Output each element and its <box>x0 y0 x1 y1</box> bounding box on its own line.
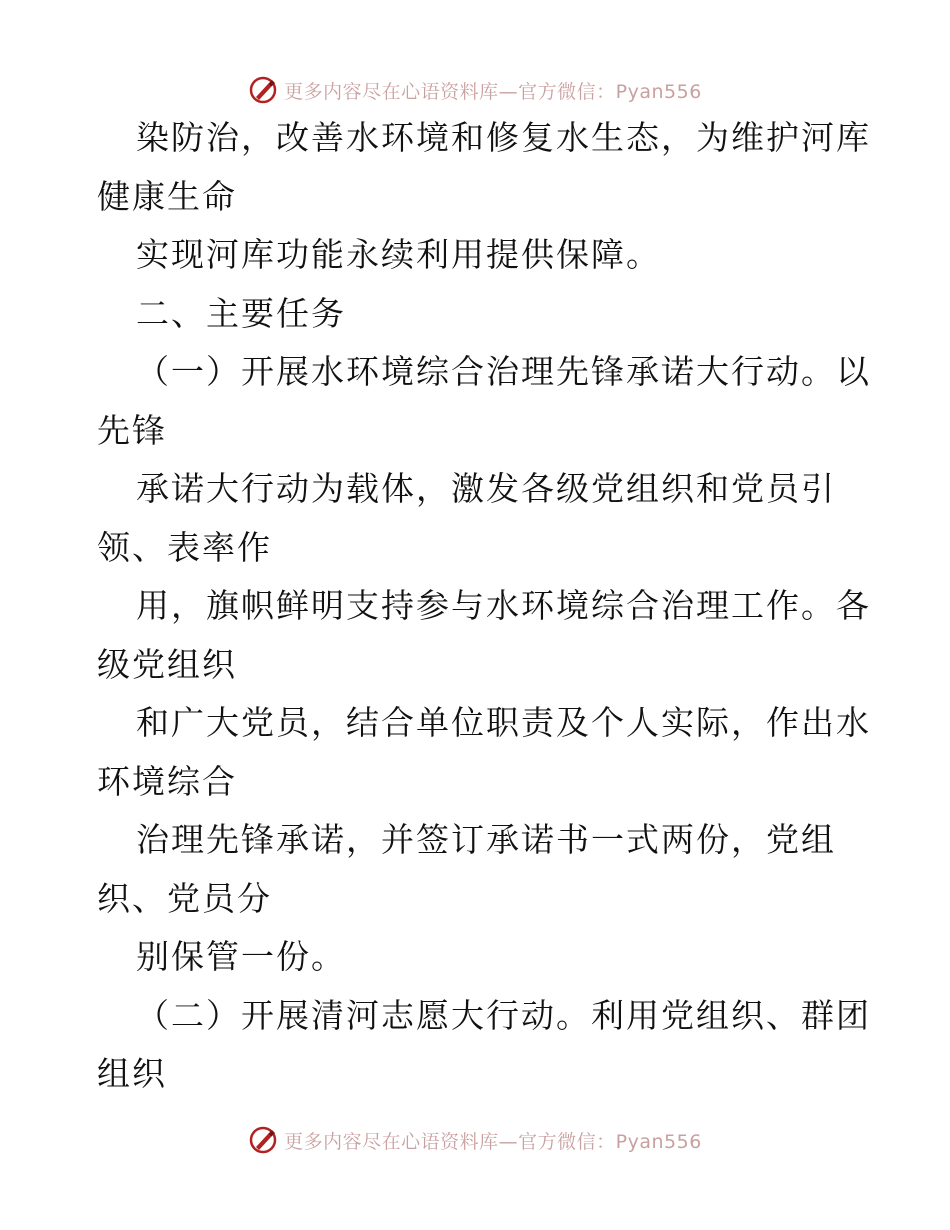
text-line: 治理先锋承诺，并签订承诺书一式两份，党组 <box>136 820 836 859</box>
text-line: 级党组织 <box>97 644 237 684</box>
text-line: 用，旗帜鲜明支持参与水环境综合治理工作。各 <box>136 586 871 625</box>
text-line: 承诺大行动为载体，激发各级党组织和党员引 <box>136 469 836 508</box>
watermark-text: 更多内容尽在心语资料库—官方微信：Pyan556 <box>284 1130 702 1153</box>
text-line: 环境综合 <box>97 761 237 801</box>
text-line: 领、表率作 <box>97 527 272 567</box>
text-line: 先锋 <box>97 410 167 450</box>
text-line: （二）开展清河志愿大行动。利用党组织、群团 <box>136 995 871 1035</box>
header-watermark <box>0 72 950 108</box>
text-line: 染防治，改善水环境和修复水生态，为维护河库 <box>136 118 871 157</box>
watermark-text: 更多内容尽在心语资料库—官方微信：Pyan556 <box>284 80 702 103</box>
pen-seal-logo-icon <box>248 1125 278 1155</box>
footer-watermark <box>0 1122 950 1158</box>
text-line: 织、党员分 <box>97 878 272 918</box>
text-line: 二、主要任务 <box>136 293 346 333</box>
text-line: 和广大党员，结合单位职责及个人实际，作出水 <box>136 703 871 742</box>
text-line: 别保管一份。 <box>136 937 346 976</box>
text-line: （一）开展水环境综合治理先锋承诺大行动。以 <box>136 352 871 391</box>
text-line: 健康生命 <box>97 176 237 216</box>
text-line: 组织 <box>97 1054 167 1093</box>
pen-seal-logo-icon <box>248 75 278 105</box>
text-line: 实现河库功能永续利用提供保障。 <box>136 235 661 274</box>
